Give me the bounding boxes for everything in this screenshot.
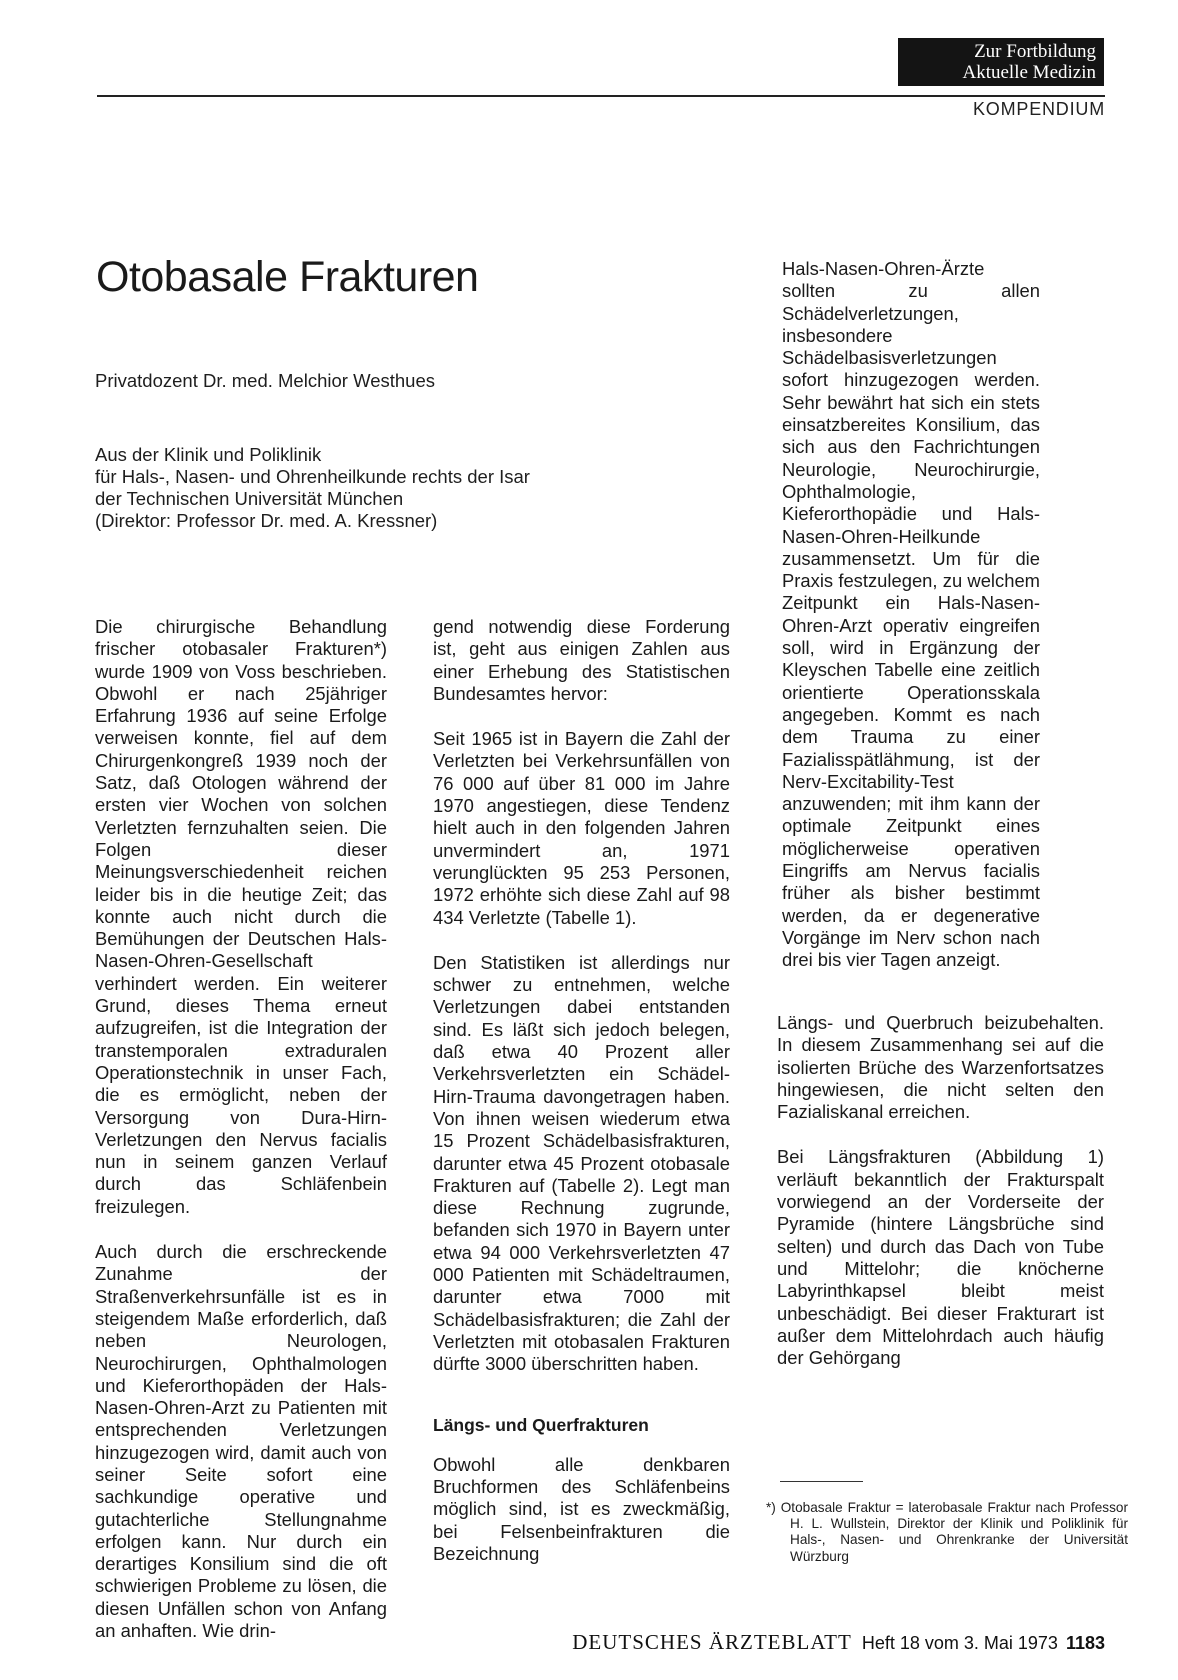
paragraph: Seit 1965 ist in Bayern die Zahl der Verletzten bei Verkehrsunfällen von 76 000 auf über 81 000 im Jahre 1970 angestiegen, diese Tendenz hielt auch in den folgenden Jahren unvermindert an, 1971 verunglückten 95 253 Personen, 1972 erhöhte sich diese Zahl auf 98 434 Verletzte (Tabelle 1). <box>433 728 730 928</box>
paragraph: gend notwendig diese Forderung ist, geht aus einigen Zahlen aus einer Erhebung des Statistischen Bundesamtes hervor: <box>433 616 730 704</box>
paragraph: Die chirurgische Behandlung frischer otobasaler Frakturen*) wurde 1909 von Voss beschrieben. Obwohl er nach 25jähriger Erfahrung 1936 auf seine Erfolge verweisen konnte, fiel auf dem Chirurgenkongreß 1939 noch der Satz, daß Otologen während der ersten vier Wochen von solchen Verletzten fernzuhalten seien. Die Folgen dieser Meinungsverschiedenheit reichen leider bis in die heutige Zeit; das konnte auch nicht durch die Bemühungen der Deutschen Hals-Nasen-Ohren-Gesellschaft verhindert werden. Ein weiterer Grund, dieses Thema erneut aufzugreifen, ist die Integration der transtemporalen extraduralen Operationstechnik in unser Fach, die es ermöglicht, neben der Versorgung von Dura-Hirn-Verletzungen den Nervus facialis nun in seinem ganzen Verlauf durch das Schläfenbein freizulegen. <box>95 616 387 1217</box>
footnote: *) Otobasale Fraktur = laterobasale Fraktur nach Professor H. L. Wullstein, Direktor der Klinik und Poliklinik für Hals-, Nasen- und Ohrenkranke der Universität Würzburg <box>766 1500 1128 1564</box>
body-column-2 <box>433 616 730 1588</box>
page-footer <box>572 1630 1105 1655</box>
issue-info: Heft 18 vom 3. Mai 1973 <box>861 1633 1058 1653</box>
affiliation-line: (Direktor: Professor Dr. med. A. Kressner) <box>95 510 438 531</box>
body-column-3-bottom <box>777 1012 1104 1392</box>
page-number: 1183 <box>1065 1633 1105 1653</box>
affiliation-line: der Technischen Universität München <box>95 488 404 509</box>
author-line: Privatdozent Dr. med. Melchior Westhues <box>95 370 435 391</box>
affiliation-block <box>95 444 530 532</box>
section-heading: Längs- und Querfrakturen <box>433 1414 649 1435</box>
paragraph: Längs- und Querbruch beizubehalten. In diesem Zusammenhang sei auf die isolierten Brüche des Warzenfortsatzes hingewiesen, die nicht selten den Fazialiskanal erreichen. <box>777 1012 1104 1123</box>
body-column-3-top <box>782 258 1040 995</box>
category-badge <box>898 38 1104 86</box>
journal-name: DEUTSCHES ÄRZTEBLATT <box>572 1630 852 1654</box>
paragraph: Auch durch die erschreckende Zunahme der Straßenverkehrsunfälle ist es in steigendem Maße erforderlich, daß neben Neurologen, Neurochirurgen, Ophthalmologen und Kieferorthopäden der Hals-Nasen-Ohren-Arzt zu Patienten mit entsprechenden Verletzungen hinzugezogen wird, damit auch von seiner Seite sofort eine sachkundige operative und gutachterliche Stellungnahme erfolgen kann. Nur durch ein derartiges Konsilium sind die oft schwierigen Probleme zu lösen, die diesen Unfällen schon von Anfang an anhaften. Wie drin- <box>95 1241 387 1642</box>
paragraph: Hals-Nasen-Ohren-Ärzte sollten zu allen Schädelverletzungen, insbesondere Schädelbasisverletzungen sofort hinzugezogen werden. Sehr bewährt hat sich ein stets einsatzbereites Konsilium, das sich aus den Fachrichtungen Neurologie, Neurochirurgie, Ophthalmologie, Kieferorthopädie und Hals-Nasen-Ohren-Heilkunde zusammensetzt. Um für die Praxis festzulegen, zu welchem Zeitpunkt ein Hals-Nasen-Ohren-Arzt operativ eingreifen soll, wird in Ergänzung der Kleyschen Tabelle eine zeitlich orientierte Operationsskala angegeben. Kommt es nach dem Trauma zu einer Fazialisspätlähmung, ist der Nerv-Excitability-Test anzuwenden; mit ihm kann der optimale Zeitpunkt eines möglicherweise operativen Eingriffs am Nervus facialis früher als bisher bestimmt werden, da er degenerative Vorgänge im Nerv schon nach drei bis vier Tagen anzeigt. <box>782 258 1040 971</box>
badge-line-1: Zur Fortbildung <box>974 41 1096 62</box>
article-title: Otobasale Frakturen <box>96 253 479 301</box>
badge-line-2: Aktuelle Medizin <box>962 62 1096 83</box>
paragraph: Obwohl alle denkbaren Bruchformen des Schläfenbeins möglich sind, ist es zweckmäßig, bei Felsenbeinfrakturen die Bezeichnung <box>433 1453 730 1564</box>
paragraph: Den Statistiken ist allerdings nur schwer zu entnehmen, welche Verletzungen dabei entstanden sind. Es läßt sich jedoch belegen, daß etwa 40 Prozent aller Verkehrsverletzten ein Schädel-Hirn-Trauma davongetragen haben. Von ihnen weisen wiederum etwa 15 Prozent Schädelbasisfrakturen, darunter etwa 45 Prozent otobasale Frakturen auf (Tabelle 2). Legt man diese Rechnung zugrunde, befanden sich 1970 in Bayern unter etwa 94 000 Verkehrsverletzten 47 000 Patienten mit Schädeltraumen, darunter etwa 7000 mit Schädelbasisfrakturen; die Zahl der Verletzten mit otobasalen Frakturen dürfte 3000 überschritten haben. <box>433 951 730 1375</box>
footnote-rule <box>780 1481 863 1482</box>
body-column-1 <box>95 616 387 1665</box>
paragraph: Bei Längsfrakturen (Abbildung 1) verläuft bekanntlich der Frakturspalt vorwiegend an der Vorderseite der Pyramide (hintere Längsbrüche sind selten) und durch das Dach von Tube und Mittelohr; die knöcherne Labyrinthkapsel bleibt meist unbeschädigt. Bei dieser Frakturart ist außer dem Mittelohrdach auch häufig der Gehörgang <box>777 1146 1104 1369</box>
section-label: KOMPENDIUM <box>972 99 1105 119</box>
header-rule <box>97 95 1105 97</box>
affiliation-line: für Hals-, Nasen- und Ohrenheilkunde rechts der Isar <box>95 466 530 487</box>
affiliation-line: Aus der Klinik und Poliklinik <box>95 444 322 465</box>
